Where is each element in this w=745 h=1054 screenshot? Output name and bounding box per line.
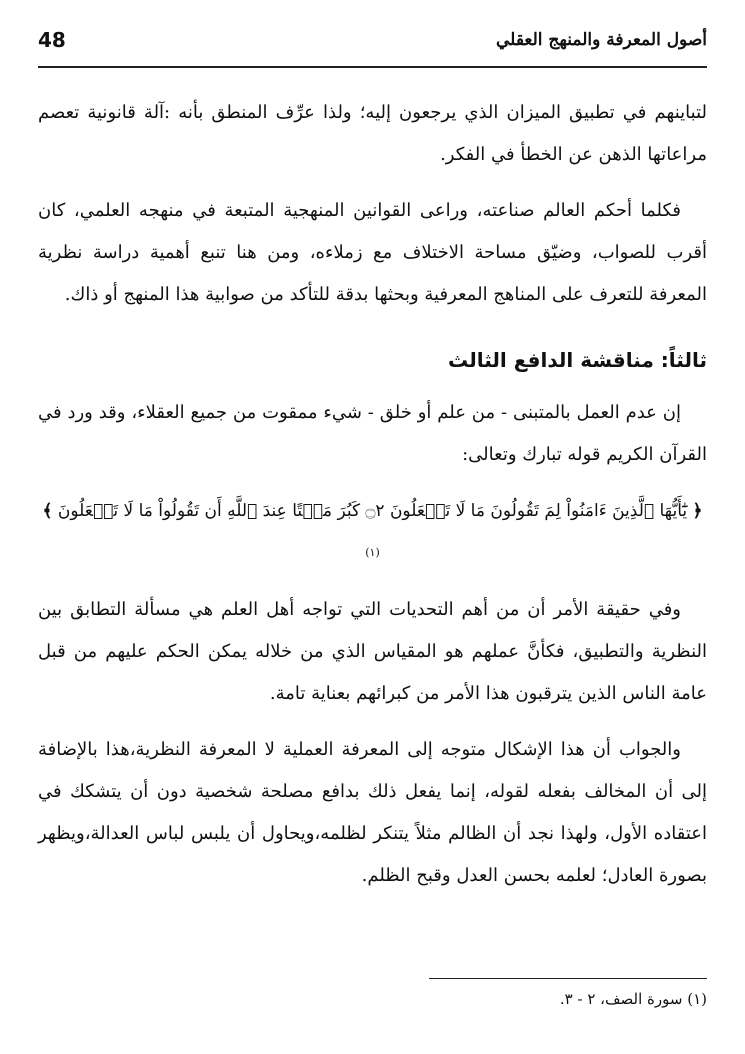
running-title: أصول المعرفة والمنهج العقلي (496, 30, 707, 50)
verse-close-bracket: ﴾ (42, 501, 53, 521)
paragraph: وفي حقيقة الأمر أن من أهم التحديات التي تواجه أهل العلم هي مسألة التطابق بين النظرية والتطبيق، فكأنَّ عملهم هو المقياس الذي من خلاله يمكن الحكم عليهم من قبل عامة الناس الذين يترقبون هذا الأمر من كبرائهم بعناية تامة. (38, 598, 707, 704)
section-heading: ثالثاً: مناقشة الدافع الثالث (448, 348, 707, 372)
paragraph: إن عدم العمل بالمتبنى - من علم أو خلق - شيء ممقوت من جميع العقلاء، وقد ورد في القرآن الكريم قوله تبارك وتعالى: (38, 402, 707, 465)
footnote-divider (429, 978, 707, 979)
page-number: 48 (38, 28, 66, 52)
paragraph: والجواب أن هذا الإشكال متوجه إلى المعرفة العملية لا المعرفة النظرية،هذا بالإضافة إلى أن المخالف بفعله لقوله، إنما يفعل ذلك بدافع مصلحة شخصية دون أن يتشكك في اعتقاده الأول، ولهذا نجد أن الظالم مثلاً يتنكر لظلمه،ويحاول أن يلبس لباس العدالة،ويظهر بصورة العادل؛ لعلمه بحسن العدل وقبح الظلم. (38, 738, 707, 886)
footnote: (١) سورة الصف، ٢ - ٣. (559, 990, 707, 1008)
footnote-reference: (١) (365, 546, 380, 559)
page-header (38, 22, 707, 68)
verse-text: يَٰٓأَيُّهَا ٱلَّذِينَ ءَامَنُواْ لِمَ تَقُولُونَ مَا لَا تَفۡعَلُونَ ۝٢ كَبُرَ مَقۡتًا عِندَ ٱللَّهِ أَن تَقُولُواْ مَا لَا تَفۡعَلُونَ (57, 501, 688, 521)
page-body (38, 92, 707, 911)
quran-verse (38, 490, 707, 579)
verse-open-bracket: ﴿ (692, 501, 703, 521)
paragraph: لتباينهم في تطبيق الميزان الذي يرجعون إليه؛ ولذا عرِّف المنطق بأنه :آلة قانونية تعصم مراعاتها الذهن عن الخطأ في الفكر. (38, 102, 707, 165)
paragraph: فكلما أحكم العالم صناعته، وراعى القوانين المنهجية المتبعة في منهجه العلمي، كان أقرب للصواب، وضيّق مساحة الاختلاف مع زملاءه، ومن هنا تنبع أهمية دراسة نظرية المعرفة للتعرف على المناهج المعرفية وبحثها بدقة للتأكد من صوابية هذا المنهج أو ذاك. (38, 200, 707, 305)
